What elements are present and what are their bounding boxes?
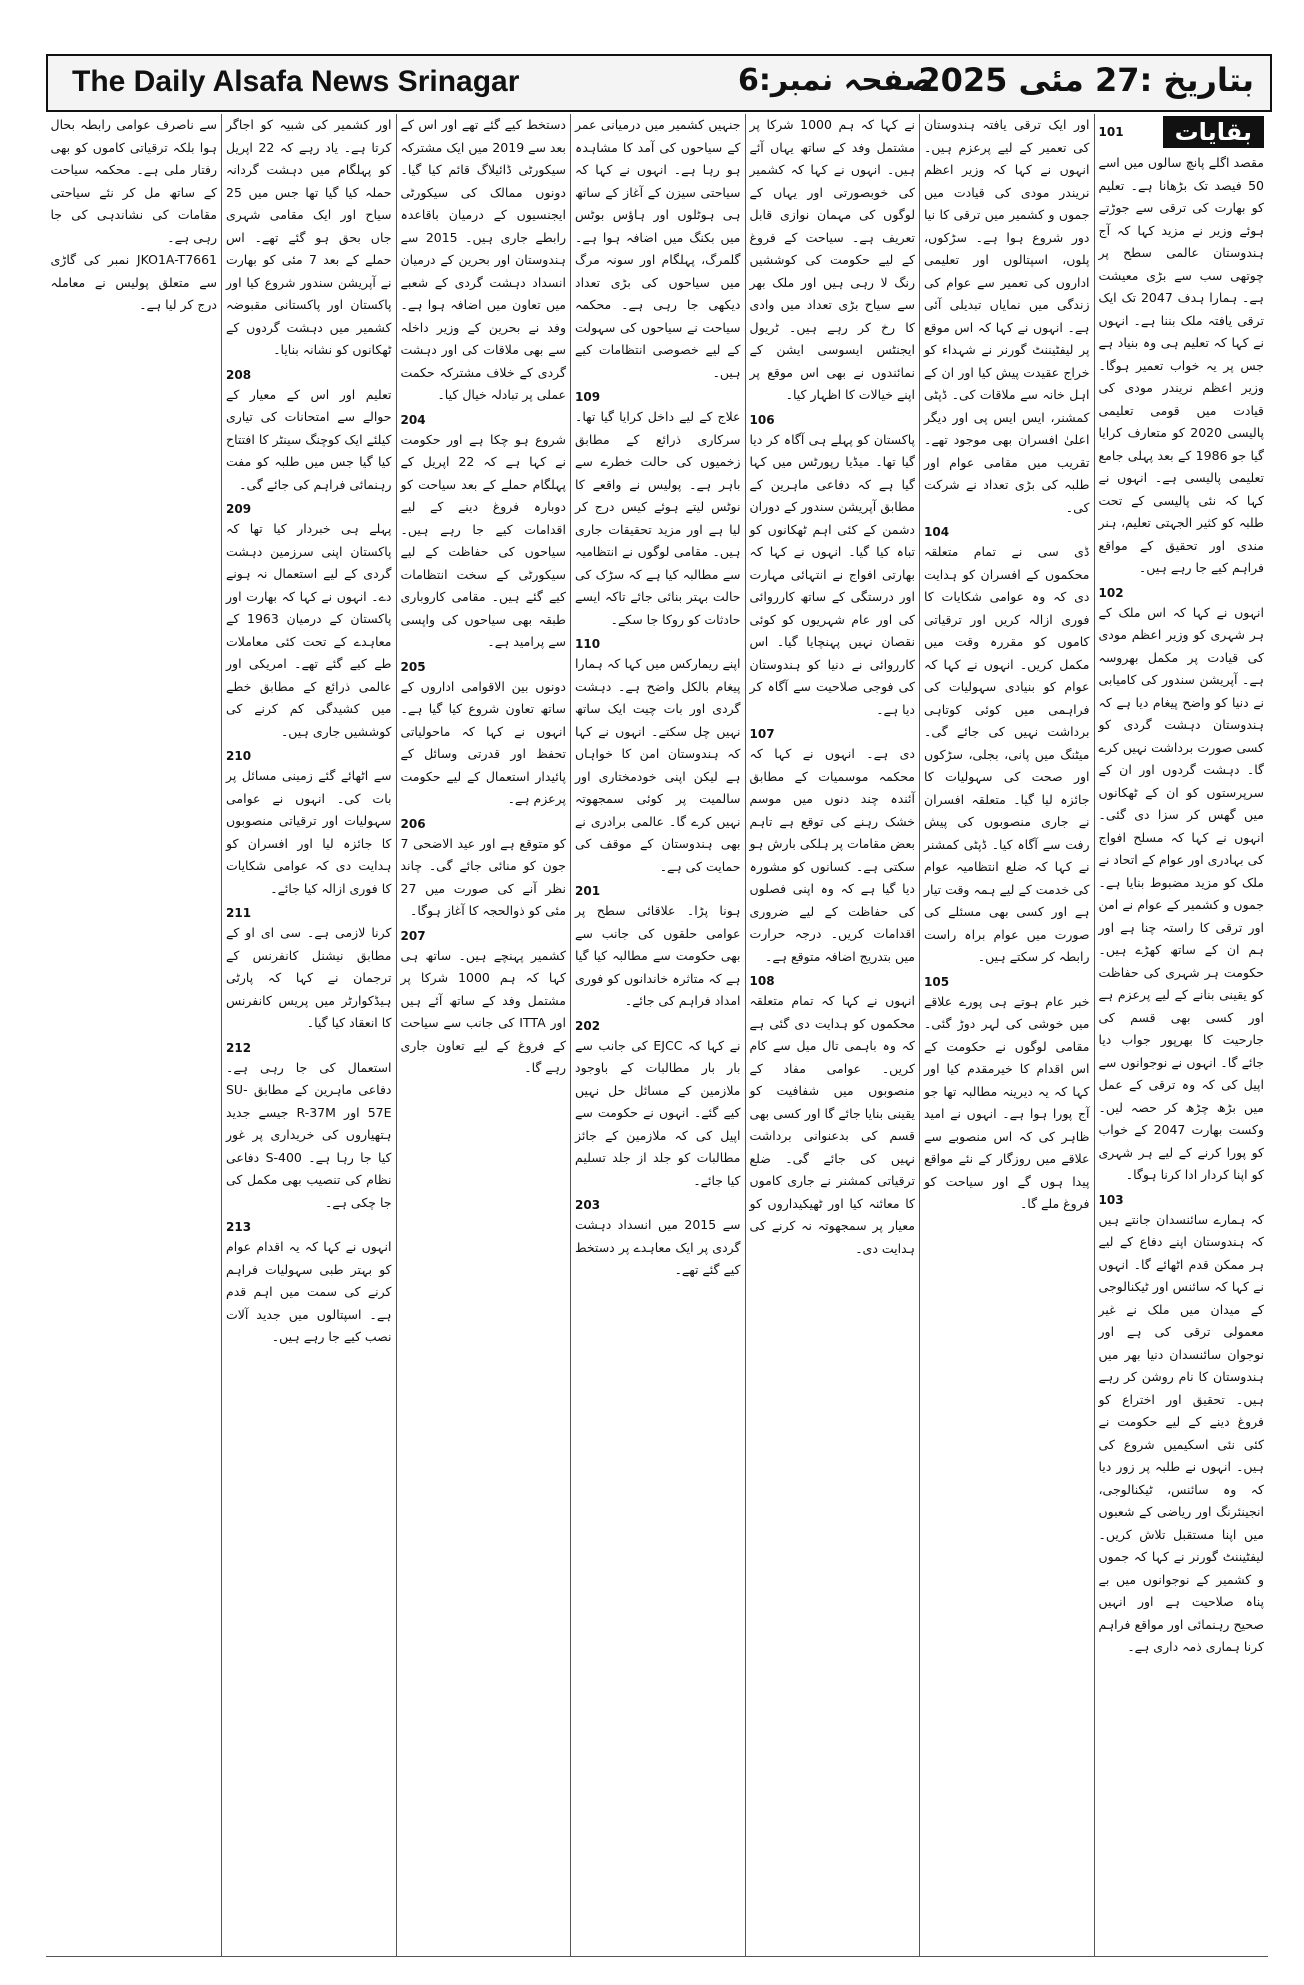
section-number: 104 <box>924 525 950 539</box>
article-paragraph: نے کہا کہ ہم 1000 شرکا پر مشتمل وفد کے ساتھ یہاں آئے ہیں۔ انہوں نے کہا کہ کشمیر کی خوبصورتی اور یہاں کے لوگوں کی مہمان نوازی قابل تعریف ہے۔ سیاحت کے فروغ کے لیے حکومت کی کوششیں رنگ لا رہی ہیں اور ملک بھر سے سیاح بڑی تعداد میں وادی کا رخ کر رہے ہیں۔ ٹریول ایجنٹس ایسوسی ایشن کے نمائندوں نے بھی اس موقع پر اپنے خیالات کا اظہار کیا۔ <box>749 117 916 402</box>
section-number: 105 <box>924 974 950 989</box>
section-number: 201 <box>575 884 601 898</box>
news-column <box>570 114 745 1956</box>
article-paragraph: سے 2015 میں انسداد دہشت گردی پر ایک معاہدے پر دستخط کیے گئے تھے۔ <box>575 1217 741 1277</box>
article-paragraph: انہوں نے کہا کہ اس ملک کے ہر شہری کو وزیر اعظم مودی کی قیادت پر مکمل بھروسہ ہے۔ آپریشن سندور کی کامیابی نے دنیا کو واضح پیغام دیا ہے کہ ہندوستان دہشت گردی کو کسی صورت برداشت نہیں کرے گا۔ دہشت گردوں اور ان کے سرپرستوں کو ان کے ٹھکانوں میں گھس کر سزا دی گئی۔ انہوں نے کہا کہ مسلح افواج کی بہادری اور عوام کے اتحاد نے ملک کو مزید مضبوط بنایا ہے۔ جموں و کشمیر کے عوام نے امن اور ترقی کا راستہ چنا ہے اور ہم ان کے ساتھ کھڑے ہیں۔ حکومت ہر شہری کی حفاظت کو یقینی بنانے کے لیے پرعزم ہے اور کسی بھی قسم کی جارحیت کا بھرپور جواب دیا جائے گا۔ انہوں نے نوجوانوں سے اپیل کی کہ وہ ترقی کے عمل میں بڑھ چڑھ کر حصہ لیں۔ وکست بھارت 2047 کے خواب کو پورا کرنے کے لیے ہر شہری کو اپنا کردار ادا کرنا ہوگا۔ <box>1098 604 1264 1182</box>
article-paragraph: شروع ہو چکا ہے اور حکومت نے کہا ہے کہ 22 اپریل کے پہلگام حملے کے بعد سیاحت کو دوبارہ فروغ دینے کے لیے اقدامات کیے جا رہے ہیں۔ سیاحوں کی حفاظت کے لیے سیکورٹی کے سخت انتظامات کیے گئے ہیں۔ مقامی کاروباری طبقہ بھی سیاحوں کی واپسی سے پرامید ہے۔ <box>400 431 566 649</box>
article-columns <box>46 114 1268 1957</box>
article-paragraph: کو متوقع ہے اور عید الاضحی 7 جون کو منائی جائے گی۔ چاند نظر آنے کی صورت میں 27 مئی کو ذوالحجہ کا آغاز ہوگا۔ <box>400 835 566 918</box>
section-number: 205 <box>400 659 426 674</box>
article-paragraph: دی ہے۔ انہوں نے کہا کہ محکمہ موسمیات کے مطابق آئندہ چند دنوں میں موسم خشک رہنے کی توقع ہے تاہم بعض مقامات پر ہلکی بارش ہو سکتی ہے۔ کسانوں کو مشورہ دیا گیا ہے کہ وہ اپنی فصلوں کی حفاظت کے لیے ضروری اقدامات کریں۔ درجہ حرارت میں بتدریج اضافہ متوقع ہے۔ <box>749 746 915 964</box>
article-paragraph: انہوں نے کہا کہ یہ اقدام عوام کو بہتر طبی سہولیات فراہم کرنے کی سمت میں اہم قدم ہے۔ اسپتالوں میں جدید آلات نصب کیے جا رہے ہیں۔ <box>226 1239 392 1344</box>
news-column <box>745 114 920 1956</box>
section-number: 206 <box>400 816 426 831</box>
article-paragraph: سے ناصرف عوامی رابطہ بحال ہوا بلکہ ترقیاتی کاموں کو بھی رفتار ملی ہے۔ محکمہ سیاحت کے ساتھ مل کر نئے سیاحتی مقامات کی نشاندہی کی جا رہی ہے۔ <box>50 117 217 245</box>
article-paragraph: انہوں نے کہا کہ تمام متعلقہ محکموں کو ہدایت دی گئی ہے کہ وہ باہمی تال میل سے کام کریں۔ عوامی مفاد کے منصوبوں میں شفافیت کو یقینی بنایا جائے گا اور کسی بھی قسم کی بدعنوانی برداشت نہیں کی جائے گی۔ ضلع ترقیاتی کمشنر نے جاری کاموں کا معائنہ کیا اور ٹھیکیداروں کو معیار پر سمجھوتہ نہ کرنے کی ہدایت دی۔ <box>749 993 915 1256</box>
news-column <box>1094 114 1269 1956</box>
article-paragraph: جنہیں کشمیر میں درمیانی عمر کے سیاحوں کی آمد کا مشاہدہ ہو رہا ہے۔ انہوں نے کہا کہ سیاحتی سیزن کے آغاز کے ساتھ ہی ہوٹلوں اور ہاؤس بوٹس میں بکنگ میں اضافہ ہوا ہے۔ گلمرگ، پہلگام اور سونہ مرگ میں سیاحوں کی بڑی تعداد دیکھی جا رہی ہے۔ محکمہ سیاحت نے سیاحوں کی سہولت کے لیے خصوصی انتظامات کیے ہیں۔ <box>575 117 741 380</box>
section-number: 208 <box>226 367 252 382</box>
article-paragraph: دونوں بین الاقوامی اداروں کے ساتھ تعاون شروع کیا گیا ہے۔ انہوں نے کہا کہ ماحولیاتی تحفظ اور قدرتی وسائل کے پائیدار استعمال کے لیے حکومت پرعزم ہے۔ <box>400 678 566 806</box>
article-paragraph: علاج کے لیے داخل کرایا گیا تھا۔ سرکاری ذرائع کے مطابق زخمیوں کی حالت خطرے سے باہر ہے۔ پولیس نے واقعے کا نوٹس لیتے ہوئے کیس درج کر لیا ہے اور مزید تحقیقات جاری ہیں۔ مقامی لوگوں نے انتظامیہ سے مطالبہ کیا ہے کہ سڑک کی حالت بہتر بنائی جائے تاکہ ایسے حادثات کو روکا جا سکے۔ <box>575 409 741 627</box>
masthead <box>46 54 1272 112</box>
page-number: صفحہ نمبر:6 <box>738 63 934 98</box>
news-column <box>396 114 571 1956</box>
article-paragraph: کہ ہمارے سائنسدان جانتے ہیں کہ ہندوستان اپنے دفاع کے لیے ہر ممکن قدم اٹھائے گا۔ انہوں نے کہا کہ سائنس اور ٹیکنالوجی کے میدان میں ملک نے غیر معمولی ترقی کی ہے اور نوجوان سائنسدان دنیا بھر میں ہندوستان کا نام روشن کر رہے ہیں۔ تحقیق اور اختراع کو فروغ دینے کے لیے حکومت نے کئی نئی اسکیمیں شروع کی ہیں۔ انہوں نے طلبہ پر زور دیا کہ وہ سائنس، ٹیکنالوجی، انجینئرنگ اور ریاضی کے شعبوں میں اپنا مستقبل تلاش کریں۔ لیفٹیننٹ گورنر نے کہا کہ جموں و کشمیر کے نوجوانوں میں بے پناہ صلاحیت ہے اور انہیں صحیح رہنمائی اور مواقع فراہم کرنا ہماری ذمہ داری ہے۔ <box>1098 1211 1264 1654</box>
section-number: 102 <box>1098 585 1124 600</box>
column-header <box>1099 116 1265 148</box>
article-paragraph: پاکستان کو پہلے ہی آگاہ کر دیا گیا تھا۔ میڈیا رپورٹس میں کہا گیا ہے کہ دفاعی ماہرین کے مطابق آپریشن سندور کے دوران دشمن کے کئی اہم ٹھکانوں کو تباہ کیا گیا۔ انہوں نے کہا کہ بھارتی افواج نے انتہائی مہارت اور درستگی کے ساتھ کارروائی کی اور عام شہریوں کو کوئی نقصان نہیں پہنچایا گیا۔ اس کارروائی نے دنیا کو ہندوستان کی فوجی صلاحیت سے آگاہ کر دیا ہے۔ <box>749 431 915 717</box>
article-paragraph: اپنے ریمارکس میں کہا کہ ہمارا پیغام بالکل واضح ہے۔ دہشت گردی اور بات چیت ایک ساتھ نہیں چل سکتے۔ انہوں نے کہا کہ ہندوستان امن کا خواہاں ہے لیکن اپنی خودمختاری اور سالمیت پر کوئی سمجھوتہ نہیں کرے گا۔ عالمی برادری نے بھی ہندوستان کے موقف کی حمایت کی ہے۔ <box>575 656 741 874</box>
article-paragraph: ہونا پڑا۔ علاقائی سطح پر عوامی حلقوں کی جانب سے بھی حکومت سے مطالبہ کیا گیا ہے کہ متاثرہ خاندانوں کو فوری امداد فراہم کی جائے۔ <box>575 903 741 1008</box>
section-number: 210 <box>226 749 252 763</box>
news-column <box>221 114 396 1956</box>
section-number: 109 <box>575 390 601 404</box>
section-number: 209 <box>226 502 252 516</box>
article-paragraph: کشمیر پہنچے ہیں۔ ساتھ ہی کہا کہ ہم 1000 شرکا پر مشتمل وفد کے ساتھ آئے ہیں اور ITTA کی جانب سے سیاحت کے فروغ کے لیے تعاون جاری رہے گا۔ <box>400 947 566 1075</box>
article-paragraph: اور ایک ترقی یافتہ ہندوستان کی تعمیر کے لیے پرعزم ہیں۔ انہوں نے کہا کہ وزیر اعظم نریندر مودی کی قیادت میں جموں و کشمیر میں ترقی کا نیا دور شروع ہوا ہے۔ سڑکوں، پلوں، اسپتالوں اور تعلیمی اداروں کی تعمیر سے عوام کی زندگی میں نمایاں تبدیلی آئی ہے۔ انہوں نے کہا کہ اس موقع پر لیفٹیننٹ گورنر نے شہداء کو خراج عقیدت پیش کیا اور ان کے اہل خانہ سے ملاقات کی۔ ڈپٹی کمشنر، ایس ایس پی اور دیگر اعلیٰ افسران بھی موجود تھے۔ تقریب میں مقامی عوام اور طلبہ کی بڑی تعداد نے شرکت کی۔ <box>924 117 1090 515</box>
section-number: 207 <box>400 928 426 943</box>
news-column <box>47 114 222 1956</box>
news-column <box>919 114 1094 1956</box>
article-paragraph: ڈی سی نے تمام متعلقہ محکموں کے افسران کو ہدایت دی کہ وہ عوامی شکایات کا فوری ازالہ کریں اور ترقیاتی کاموں کو مقررہ وقت میں مکمل کریں۔ انہوں نے کہا کہ عوام کو بنیادی سہولیات کی فراہمی میں کوئی کوتاہی برداشت نہیں کی جائے گی۔ میٹنگ میں پانی، بجلی، سڑکوں اور صحت کی سہولیات کا جائزہ لیا گیا۔ متعلقہ افسران نے جاری منصوبوں کی پیش رفت سے آگاہ کیا۔ ڈپٹی کمشنر نے کہا کہ ضلع انتظامیہ عوام کی خدمت کے لیے ہمہ وقت تیار ہے اور کسی بھی مسئلے کی صورت میں عوام براہ راست رابطہ کر سکتے ہیں۔ <box>924 544 1090 964</box>
article-paragraph: خبر عام ہوتے ہی پورے علاقے میں خوشی کی لہر دوڑ گئی۔ مقامی لوگوں نے حکومت کے اس اقدام کا خیرمقدم کیا اور کہا کہ یہ دیرینہ مطالبہ تھا جو آج پورا ہوا ہے۔ انہوں نے امید ظاہر کی کہ اس منصوبے سے علاقے میں روزگار کے نئے مواقع پیدا ہوں گے اور سیاحت کو فروغ ملے گا۔ <box>924 993 1090 1211</box>
article-paragraph: پہلے ہی خبردار کیا تھا کہ پاکستان اپنی سرزمین دہشت گردی کے لیے استعمال نہ ہونے دے۔ انہوں نے کہا کہ بھارت اور پاکستان کے درمیان 1963 کے معاہدے کے تحت کئی معاملات طے کیے گئے تھے۔ امریکی اور عالمی ذرائع کے مطابق خطے میں کشیدگی کم کرنے کی کوششیں جاری ہیں۔ <box>226 521 392 739</box>
section-number: 106 <box>749 412 775 427</box>
article-paragraph: استعمال کی جا رہی ہے۔ دفاعی ماہرین کے مطابق SU-57E اور R-37M جیسے جدید ہتھیاروں کی خریداری پر غور کیا جا رہا ہے۔ S-400 دفاعی نظام کی تنصیب بھی مکمل کی جا چکی ہے۔ <box>226 1059 392 1210</box>
section-number: 101 <box>1098 125 1124 139</box>
section-number: 103 <box>1098 1192 1124 1207</box>
issue-date: بتاریخ :27 مئی 2025 <box>918 61 1254 99</box>
paper-name: The Daily Alsafa News Srinagar <box>72 65 520 98</box>
section-number: 212 <box>226 1040 252 1055</box>
section-number: 107 <box>749 727 775 741</box>
section-number: 110 <box>575 637 601 651</box>
section-number: 202 <box>575 1018 601 1033</box>
section-number: 203 <box>575 1198 601 1212</box>
section-number: 211 <box>226 906 252 920</box>
article-paragraph: اور کشمیر کی شبیہ کو اجاگر کرتا ہے۔ یاد رہے کہ 22 اپریل کو پہلگام میں دہشت گردانہ حملہ کیا گیا تھا جس میں 25 سیاح اور ایک مقامی شہری جاں بحق ہو گئے تھے۔ اس حملے کے بعد 7 مئی کو بھارت نے آپریشن سندور شروع کیا اور پاکستان اور پاکستانی مقبوضہ کشمیر میں دہشت گردوں کے ٹھکانوں کو نشانہ بنایا۔ <box>226 117 392 357</box>
section-banner: بقایات <box>1163 116 1264 148</box>
section-number: 204 <box>400 412 426 427</box>
article-paragraph: دستخط کیے گئے تھے اور اس کے بعد سے 2019 میں ایک مشترکہ سیکورٹی ڈائیلاگ قائم کیا گیا۔ دونوں ممالک کی سیکورٹی ایجنسیوں کے درمیان باقاعدہ رابطے جاری ہیں۔ 2015 سے ہندوستان اور بحرین کے درمیان انسداد دہشت گردی کے شعبے میں تعاون میں اضافہ ہوا ہے۔ وفد نے بحرین کے وزیر داخلہ سے بھی ملاقات کی اور دہشت گردی کے خلاف مشترکہ حکمت عملی پر تبادلہ خیال کیا۔ <box>400 117 566 402</box>
article-paragraph: مقصد اگلے پانچ سالوں میں اسے 50 فیصد تک بڑھانا ہے۔ تعلیم کو بھارت کی ترقی سے جوڑتے ہوئے وزیر نے مزید کہا کہ آج ہندوستان عالمی سطح پر چوتھی سب سے بڑی معیشت ہے۔ ہمارا ہدف 2047 تک ایک ترقی یافتہ ملک بننا ہے۔ انہوں نے کہا کہ تعلیم ہی وہ بنیاد ہے جس پر یہ خواب تعمیر ہوگا۔ وزیر اعظم نریندر مودی کی قیادت میں قومی تعلیمی پالیسی 2020 کو متعارف کرایا گیا جو 1986 کے بعد پہلی جامع تعلیمی پالیسی ہے۔ انہوں نے کہا کہ نئی پالیسی کے تحت طلبہ کو کثیر الجہتی تعلیم، ہنر مندی اور تحقیق کے مواقع فراہم کیے جا رہے ہیں۔ <box>1098 155 1264 575</box>
section-number: 213 <box>226 1220 252 1234</box>
article-paragraph: کرنا لازمی ہے۔ سی ای او کے مطابق نیشنل کانفرنس کے ترجمان نے کہا کہ پارٹی ہیڈکوارٹر میں پریس کانفرنس کا انعقاد کیا گیا۔ <box>226 925 392 1030</box>
article-paragraph: تعلیم اور اس کے معیار کے حوالے سے امتحانات کی تیاری کیلئے ایک کوچنگ سینٹر کا افتتاح کیا گیا جس میں طلبہ کو مفت رہنمائی فراہم کی جائے گی۔ <box>226 386 392 492</box>
article-paragraph: JKO1A-T7661 نمبر کی گاڑی سے متعلق پولیس نے معاملہ درج کر لیا ہے۔ <box>50 252 217 312</box>
section-number: 108 <box>749 974 775 988</box>
article-paragraph: سے اٹھائے گئے زمینی مسائل پر بات کی۔ انہوں نے عوامی سہولیات اور ترقیاتی منصوبوں کا جائزہ لیا اور افسران کو ہدایت دی کہ عوامی شکایات کا فوری ازالہ کیا جائے۔ <box>226 768 392 896</box>
article-paragraph: نے کہا کہ EJCC کی جانب سے بار بار مطالبات کے باوجود ملازمین کے مسائل حل نہیں کیے گئے۔ انہوں نے حکومت سے اپیل کی کہ ملازمین کے جائز مطالبات کو جلد از جلد تسلیم کیا جائے۔ <box>575 1037 741 1188</box>
